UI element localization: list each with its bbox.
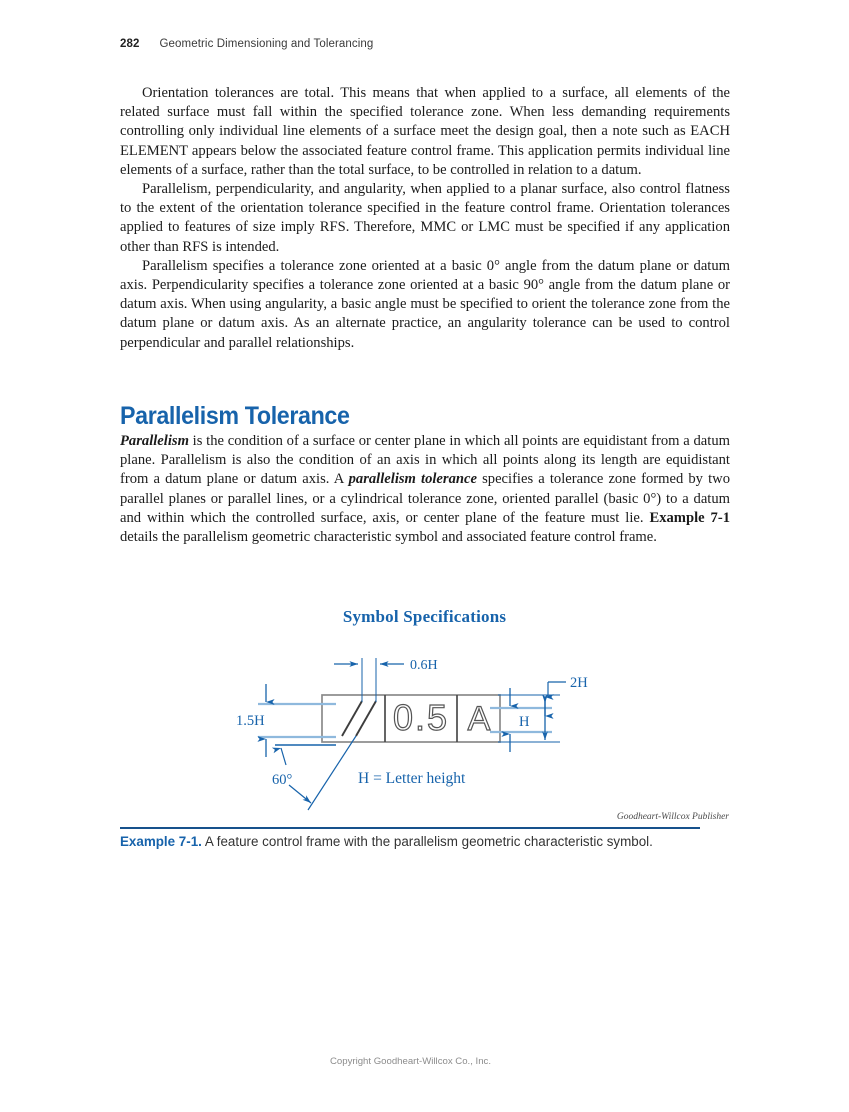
caption-divider <box>120 827 700 829</box>
section-heading: Parallelism Tolerance <box>120 402 350 430</box>
page-number: 282 <box>120 38 140 50</box>
running-head-title: Geometric Dimensioning and Tolerancing <box>159 38 374 50</box>
term-parallelism: Parallelism <box>120 433 189 449</box>
figure-credit: Goodheart-Willcox Publisher <box>616 812 729 822</box>
section-text-1: is the condition of a surface or center plane in which all points are equidistant from a datum plane. Parallelism is also the condition of an axis in which all points along its length are equidistant from a datum plane or datum axis. A <box>120 433 730 488</box>
section-text-3: details the parallelism geometric characteristic symbol and associated feature control frame. <box>120 529 657 546</box>
dimension-label-0-6h: 0.6H <box>410 658 438 673</box>
body-text-upper <box>120 84 730 353</box>
paragraph-2: Parallelism, perpendicularity, and angularity, when applied to a planar surface, also control flatness to the extent of the orientation tolerance specified in the feature control frame. Orientation tolerances applied to features of size imply RFS. Therefore, MMC or LMC must be specified if any application other than RFS is intended. <box>120 181 730 255</box>
paragraph-1: Orientation tolerances are total. This means that when applied to a surface, all elements of the related surface must fall within the specified tolerance zone. When less demanding requirements controlling only individual line elements of a surface meet the design goal, then a note such as EACH ELEMENT appears below the associated feature control frame. This application permits individual line elements of a surface, rather than the total surface, to be controlled in relation to a datum. <box>120 85 730 178</box>
feature-control-frame <box>322 695 500 742</box>
datum-reference: A <box>467 700 491 738</box>
copyright-footer: Copyright Goodheart-Willcox Co., Inc. <box>329 1056 492 1067</box>
dimension-label-1-5h: 1.5H <box>236 713 265 729</box>
paragraph-3: Parallelism specifies a tolerance zone oriented at a basic 0° angle from the datum plane or datum axis. Perpendicularity specifies a tolerance zone oriented at a basic 90° angle from the datum plane or datum axis. When using angularity, a basic angle must be specified to orient the tolerance zone from the datum plane or datum axis. As an alternate practice, an angularity tolerance can be used to control perpendicular and parallel relationships. <box>120 257 730 351</box>
tolerance-value: 0.5 <box>392 697 450 738</box>
figure-title: Symbol Specifications <box>342 607 507 626</box>
dimension-label-2h: 2H <box>570 675 588 691</box>
running-head <box>120 38 373 50</box>
dimension-angle-60 <box>272 736 356 810</box>
term-parallelism-tolerance: parallelism tolerance <box>348 471 477 488</box>
dimension-label-h: H <box>519 714 530 730</box>
section-paragraph <box>120 432 730 547</box>
dimension-label-60deg: 60° <box>272 772 293 788</box>
body-text-section <box>120 432 730 547</box>
caption-text: A feature control frame with the parallelism geometric characteristic symbol. <box>201 834 653 849</box>
letter-height-note: H = Letter height <box>358 770 466 787</box>
dimension-1-5h <box>236 684 336 757</box>
parallelism-symbol-icon <box>342 701 376 736</box>
figure-caption <box>120 833 680 852</box>
symbol-specification-diagram <box>0 640 849 840</box>
caption-label: Example 7-1. <box>120 834 202 849</box>
figure-drawing <box>0 640 849 840</box>
section-text-2: specifies a tolerance zone formed by two parallel planes or parallel lines, or a cylindrical tolerance zone, oriented parallel (basic 0°) to a datum and within which the controlled surface, axis, or center plane of the feature must lie. <box>120 471 730 526</box>
example-reference: Example 7-1 <box>649 509 730 526</box>
